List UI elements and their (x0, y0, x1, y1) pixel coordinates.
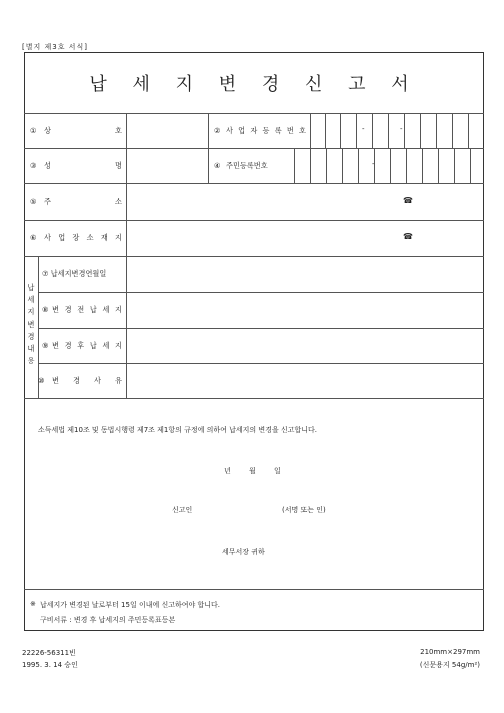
label-char: 록 (274, 126, 282, 135)
label-char: 성 (44, 161, 51, 170)
change-date-field[interactable] (128, 258, 482, 290)
addressee: 세무서장 귀하 (222, 548, 265, 556)
change-reason-label (52, 376, 122, 386)
change-date-label: ⑦ 납세지변경연월일 (42, 269, 107, 278)
signature-note: (서명 또는 인) (282, 506, 326, 514)
business-reg-no-label (226, 126, 306, 136)
row-divider (24, 256, 484, 257)
business-reg-no-field[interactable] (312, 115, 482, 146)
separator-dash: - (400, 125, 403, 133)
label-char: 변 (52, 341, 59, 350)
change-reason-field[interactable] (128, 365, 482, 396)
name-field[interactable] (128, 150, 206, 181)
label-char: 세 (102, 305, 110, 314)
field-number: ⑩ (38, 376, 45, 385)
declaration-statement: 소득세법 제10조 및 동법시행령 제7조 제1항의 규정에 의하여 납세지의 변경을 신고합니다. (38, 426, 317, 434)
row-divider (24, 113, 484, 114)
row-divider (24, 148, 484, 149)
label-char: 호 (115, 126, 122, 135)
label-char: 사 (226, 126, 233, 135)
note-text: 납세지가 변경된 날로부터 15일 이내에 신고하여야 합니다. (40, 601, 221, 609)
date-day-label: 일 (274, 467, 281, 475)
label-char: 업 (58, 233, 66, 242)
row-divider (38, 328, 484, 329)
label-char: 번 (286, 126, 294, 135)
label-char: 지 (115, 233, 122, 242)
new-tax-place-field[interactable] (128, 330, 482, 361)
resident-reg-no-field[interactable] (282, 150, 482, 181)
label-char: 사 (94, 376, 101, 385)
business-name-label (44, 126, 122, 136)
form-title: 납 세 지 변 경 신 고 서 (89, 74, 419, 95)
vertical-label-char: 경 (27, 331, 35, 341)
label-char: 지 (115, 341, 122, 350)
paper-size: 210mm×297mm (420, 648, 480, 656)
label-char: 자 (250, 126, 258, 135)
resident-reg-no-label: 주민등록번호 (226, 161, 268, 170)
col-divider (126, 113, 127, 398)
vertical-label-char: 변 (27, 319, 35, 329)
row-divider (24, 398, 484, 399)
field-number: ⑤ (30, 197, 37, 206)
field-number: ① (30, 126, 37, 135)
label-char: 변 (52, 305, 59, 314)
form-number: [별지 제3호 서식] (22, 43, 88, 51)
phone-icon: ☎ (403, 196, 413, 205)
business-location-label (44, 233, 122, 243)
reporter-name-field[interactable] (200, 501, 280, 515)
vertical-label-char: 용 (27, 356, 35, 366)
business-name-field[interactable] (128, 115, 206, 146)
business-phone-field[interactable] (414, 222, 482, 254)
label-char: 등 (262, 126, 270, 135)
approval-date: 1995. 3. 14 승인 (22, 661, 78, 669)
address-label (44, 197, 122, 207)
label-char: 납 (89, 305, 97, 314)
date-month-field[interactable] (236, 462, 246, 476)
label-char: 주 (44, 197, 51, 206)
previous-tax-place-field[interactable] (128, 294, 482, 326)
label-char: 소 (86, 233, 94, 242)
col-divider (208, 113, 209, 183)
row-divider (24, 220, 484, 221)
row-divider (38, 363, 484, 364)
attachment-note: 구비서류 : 변경 후 납세지의 주민등록표등본 (40, 616, 176, 624)
paper-type: (신문용지 54g/m²) (419, 661, 480, 669)
label-char: 소 (115, 197, 122, 206)
date-month-label: 월 (249, 467, 256, 475)
row-divider (24, 183, 484, 184)
label-char: 사 (44, 233, 51, 242)
label-char: 납 (89, 341, 97, 350)
vertical-label-char: 지 (27, 307, 35, 317)
label-char: 장 (72, 233, 80, 242)
address-field[interactable] (128, 185, 398, 218)
tax-place-change-section-label (25, 282, 37, 367)
label-char: 호 (299, 126, 306, 135)
reporter-label: 신고인 (172, 506, 193, 514)
name-label (44, 161, 122, 171)
previous-tax-place-label (52, 305, 122, 315)
label-char: 지 (115, 305, 122, 314)
label-char: 업 (238, 126, 246, 135)
label-char: 명 (115, 161, 122, 170)
field-number: ③ (30, 161, 37, 170)
row-divider (24, 589, 484, 590)
field-number: ⑨ (42, 341, 49, 350)
phone-icon: ☎ (403, 232, 413, 241)
row-divider (38, 292, 484, 293)
separator-dash: - (362, 125, 365, 133)
label-char: 상 (44, 126, 51, 135)
label-char: 전 (77, 305, 85, 314)
label-char: 경 (64, 341, 72, 350)
field-number: ② (214, 126, 221, 135)
field-number: ④ (214, 161, 221, 170)
vertical-label-char: 세 (27, 295, 35, 305)
new-tax-place-label (52, 341, 122, 351)
note-mark: ※ (30, 600, 36, 608)
date-year-label: 년 (224, 467, 231, 475)
label-char: 재 (100, 233, 108, 242)
field-number: ⑥ (30, 233, 37, 242)
label-char: 세 (102, 341, 110, 350)
label-char: 경 (73, 376, 80, 385)
vertical-label-char: 내 (27, 344, 35, 354)
vertical-label-char: 납 (27, 283, 35, 292)
separator-dash: - (372, 160, 375, 168)
label-char: 변 (52, 376, 59, 385)
label-char: 후 (77, 341, 85, 350)
label-char: 경 (64, 305, 72, 314)
address-phone-field[interactable] (414, 185, 482, 218)
business-location-field[interactable] (128, 222, 398, 254)
label-char: 유 (115, 376, 122, 385)
field-number: ⑧ (42, 305, 49, 314)
form-code: 22226-56311빈 (22, 649, 76, 657)
